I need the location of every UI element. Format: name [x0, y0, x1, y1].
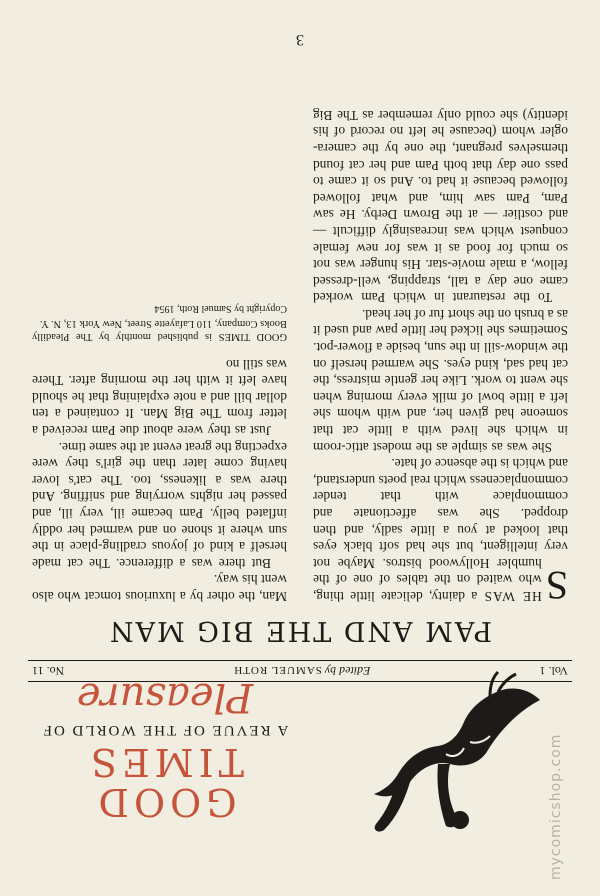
paragraph-5: Just as they were about due Pam received a letter from The Big Man. It contained a ten dollar bill and a note explaining that he should have left it with her the morning after. There was still no — [32, 356, 287, 439]
magazine-subtitle: A REVUE OF THE WORLD OF — [41, 722, 289, 738]
magazine-title: GOOD TIMES — [85, 740, 245, 824]
issue-info-bar — [28, 660, 572, 682]
volume-label: Vol. 1 — [539, 664, 568, 679]
article-body — [32, 84, 568, 608]
publication-notice: GOOD TIMES is published monthly by The Pleadilly Books Company, 110 Lafayette Street, New York 13, N. Y. — [32, 318, 287, 343]
paragraph-3: To the restaurant in which Pam worked came one day a tall, strapping, well-dressed fellow, a male movie-star. His hunger was not so much for food as it was for new female conquest which was increasingly difficult — and costlier — at the Brown Derby. He saw Pam, Pam saw him, and what followed followed because it had to. And so it came to pass one day that both Pam and her cat found themselves pregnant, the one by the camera-ogler whom (because he left no record of his identity) she could only remember as The Big Man, the other by a luxurious tomcat who also went his way. — [32, 107, 568, 604]
editor-prefix: Edited by — [324, 664, 371, 679]
drop-cap: S — [545, 563, 568, 608]
article-title: PAM AND THE BIG MAN — [107, 615, 493, 646]
masthead — [0, 666, 600, 896]
paragraph-2: She was as simple as the modest attic-room in which she lived with a little cat that someone had given her, and with whom she left a little bowl of milk every morning when she went to work. Like her gentle mistress, the cat had sad, kind eyes. She warmed herself on the window-sill in the sun, beside a flower-pot. Sometimes she licked her little paw and used it as a brush on the short fur of her head. — [313, 306, 568, 455]
lead-words: HE WAS — [483, 589, 542, 604]
masthead-title-block — [25, 675, 305, 822]
leaping-figure-icon — [360, 670, 560, 860]
paragraph-1 — [313, 455, 568, 608]
issue-number: No. 11 — [32, 664, 65, 679]
watermark: mycomicshop.com — [548, 733, 564, 880]
magazine-script-word: Pleasure — [76, 674, 254, 720]
editor-name: SAMUEL ROTH — [233, 664, 322, 677]
editor-credit — [233, 664, 370, 679]
copyright-notice: Copyright by Samuel Roth, 1954 — [154, 303, 287, 315]
paragraph-1-text: a dainty, delicate little thing, who waited on the tables of one of the humbler Hollywood bistros. Maybe not very intelligent, but she had soft black eyes that looked at you a little sadly, and then dropped. She was affectionate and commonplace with that tender commonplaceness which real poets understand, and which is the absence of hate. — [313, 456, 568, 604]
page-number: 3 — [296, 31, 304, 48]
paragraph-4: But there was a difference. The cat made herself a kind of joyous cradling-place in the sun where it shone on and warmed her oddly inflated belly. Pam became ill, very ill, and passed her nights worrying and sniffing. And there was a likeness, too. The cat's lover having come later than the girl's they were expecting the great event at the same time. — [32, 439, 287, 571]
